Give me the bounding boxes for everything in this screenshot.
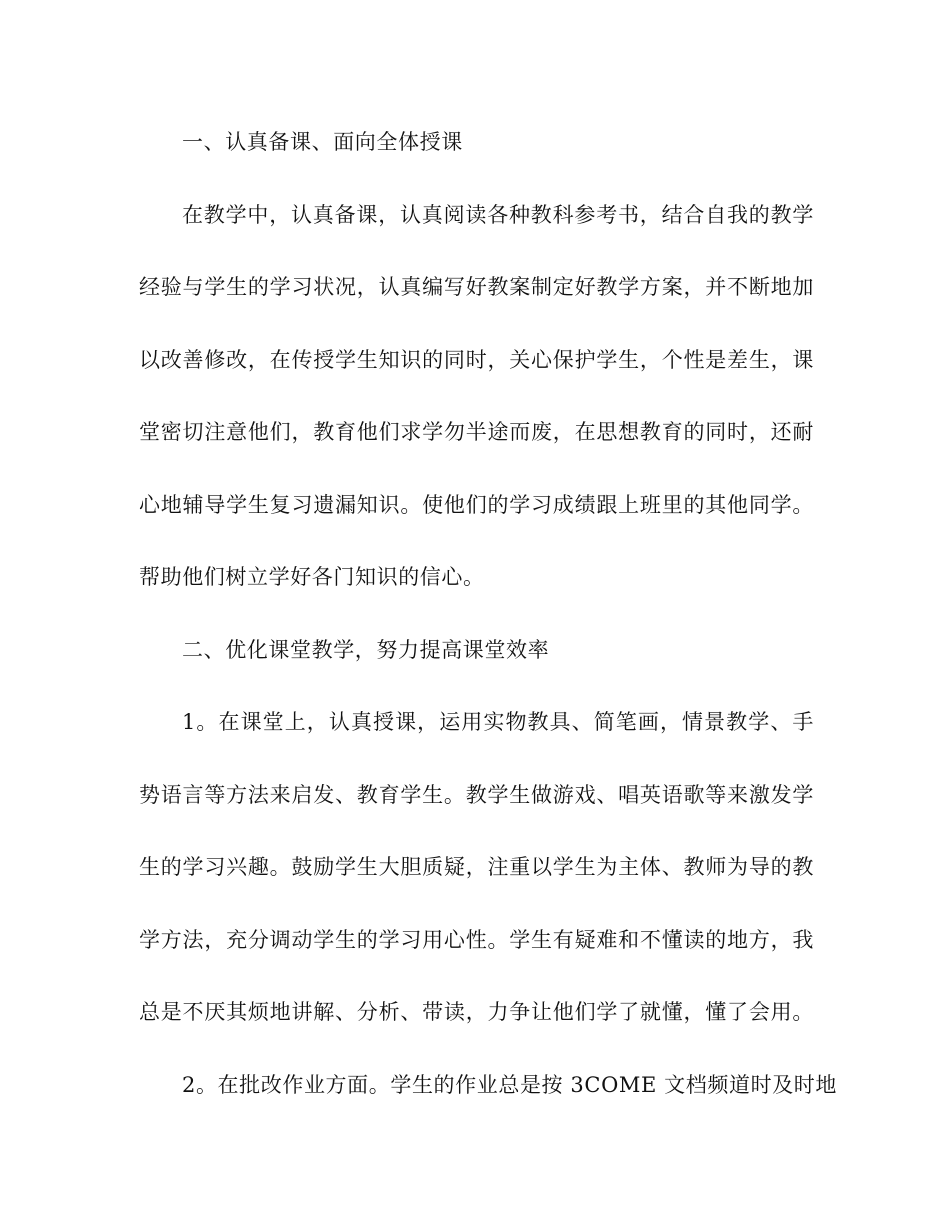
paragraph-2-line-3: 生的学习兴趣。鼓励学生大胆质疑，注重以学生为主体、教师为导的教 xyxy=(139,855,814,879)
paragraph-2-line-4: 学方法，充分调动学生的学习用心性。学生有疑难和不懂读的地方，我 xyxy=(139,927,814,952)
section-heading-1: 一、认真备课、面向全体授课 xyxy=(182,130,463,154)
paragraph-2-line-1: 1。在课堂上，认真授课，运用实物教具、简笔画，情景教学、手 xyxy=(182,710,814,734)
paragraph-2-line-2: 势语言等方法来启发、教育学生。教学生做游戏、唱英语歌等来激发学 xyxy=(139,782,814,807)
paragraph-1-line-5: 心地辅导学生复习遗漏知识。使他们的学习成绩跟上班里的其他同学。 xyxy=(139,492,814,517)
paragraph-3-line-1: 2。在批改作业方面。学生的作业总是按 3COME 文档频道时及时地 xyxy=(182,1072,837,1097)
section-heading-2: 二、优化课堂教学，努力提高课堂效率 xyxy=(182,637,550,662)
paragraph-1-line-4: 堂密切注意他们，教育他们求学勿半途而废，在思想教育的同时，还耐 xyxy=(139,420,814,444)
paragraph-1-line-1: 在教学中，认真备课，认真阅读各种教科参考书，结合自我的教学 xyxy=(182,202,814,227)
paragraph-1-line-3: 以改善修改，在传授学生知识的同时，关心保护学生，个性是差生，课 xyxy=(139,347,814,372)
paragraph-1-line-6: 帮助他们树立学好各门知识的信心。 xyxy=(139,565,485,589)
paragraph-1-line-2: 经验与学生的学习状况，认真编写好教案制定好教学方案，并不断地加 xyxy=(139,275,814,299)
paragraph-2-line-5: 总是不厌其烦地讲解、分析、带读，力争让他们学了就懂，懂了会用。 xyxy=(139,1000,814,1024)
document-body xyxy=(139,120,837,1135)
